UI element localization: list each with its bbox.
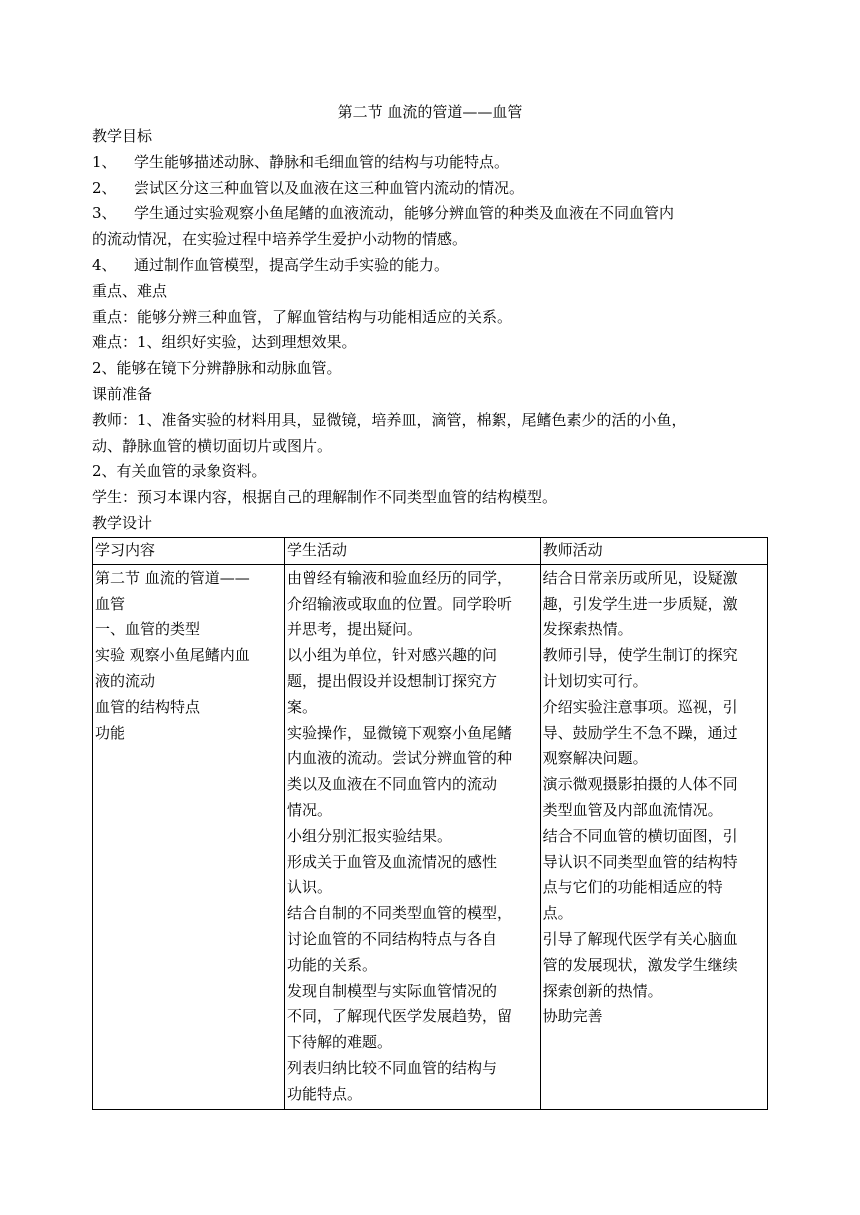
learning-content-line: 血管 [95,594,126,613]
student-activity-line: 由曾经有输液和验血经历的同学， [286,568,512,587]
teacher-activity-line: 协助完善 [542,1007,603,1026]
student-activity-line: 并思考，提出疑问。 [286,620,422,639]
teacher-prep-1-continued: 动、静脉血管的横切面切片或图片。 [92,436,333,455]
teacher-activity-line: 发探索热情。 [542,620,633,639]
objective-number: 2、 [92,178,117,197]
student-activity-line: 题，提出假设并设想制订探究方 [286,671,497,690]
student-activity-line: 发现自制模型与实际血管情况的 [286,981,497,1000]
teacher-prep-2: 2、有关血管的录象资料。 [92,462,267,481]
teacher-activity-line: 点与它们的功能相适应的特 [542,878,723,897]
student-prep: 学生：预习本课内容，根据自己的理解制作不同类型血管的结构模型。 [92,488,558,507]
objectives-heading: 教学目标 [92,127,153,145]
learning-content-line: 血管的结构特点 [95,697,201,716]
table-row [93,564,768,1109]
teacher-activity-line: 导、鼓励学生不急不躁，通过 [542,723,738,742]
learning-content-line: 第二节 血流的管道—— [95,568,250,587]
student-activity-line: 案。 [286,697,317,716]
teacher-activity-line: 结合日常亲历或所见，设疑激 [542,568,738,587]
objective-text: 尝试区分这三种血管以及血液在这三种血管内流动的情况。 [134,178,525,197]
learning-content-line: 一、血管的类型 [95,620,201,639]
objective-number: 4、 [92,255,117,274]
design-heading: 教学设计 [92,513,153,532]
objective-text: 学生通过实验观察小鱼尾鳍的血液流动，能够分辨血管的种类及血液在不同血管内 [134,204,675,223]
student-activity-line: 实验操作，显微镜下观察小鱼尾鳍 [286,723,512,742]
student-activity-cell [284,564,540,1109]
teacher-activity-line: 结合不同血管的横切面图，引 [542,826,738,845]
difficulty-2: 2、能够在镜下分辨静脉和动脉血管。 [92,359,342,378]
preparation-heading: 课前准备 [92,384,153,403]
key-point: 重点：能够分辨三种血管，了解血管结构与功能相适应的关系。 [92,307,513,326]
student-activity-line: 小组分别汇报实验结果。 [286,826,452,845]
document-body [92,124,768,537]
objective-text: 通过制作血管模型，提高学生动手实验的能力。 [134,255,450,274]
objective-text: 学生能够描述动脉、静脉和毛细血管的结构与功能特点。 [134,152,510,171]
student-activity-line: 功能特点。 [286,1084,362,1103]
teacher-prep-1: 教师：1、准备实验的材料用具，显微镜，培养皿，滴管，棉絮，尾鳍色素少的活的小鱼， [92,410,687,429]
learning-content-line: 实验 观察小鱼尾鳍内血 [95,646,250,665]
student-activity-line: 功能的关系。 [286,955,377,974]
header-learning-content: 学习内容 [93,538,285,565]
header-student-activity: 学生活动 [284,538,540,565]
teacher-activity-line: 引导了解现代医学有关心脑血 [542,929,738,948]
student-activity-line: 介绍输液或取血的位置。同学聆听 [286,594,512,613]
teacher-activity-line: 类型血管及内部血流情况。 [542,800,723,819]
student-activity-line: 列表归纳比较不同血管的结构与 [286,1058,497,1077]
student-activity-line: 以小组为单位，针对感兴趣的问 [286,646,497,665]
teacher-activity-line: 趣，引发学生进一步质疑，激 [542,594,738,613]
teacher-activity-line: 导认识不同类型血管的结构特 [542,852,738,871]
objective-item-3-continued: 的流动情况，在实验过程中培养学生爱护小动物的情感。 [92,230,468,249]
teacher-activity-line: 演示微观摄影拍摄的人体不同 [542,775,738,794]
student-activity-line: 不同，了解现代医学发展趋势，留 [286,1007,512,1026]
teaching-design-table [92,537,768,1110]
teacher-activity-line: 计划切实可行。 [542,671,648,690]
teacher-activity-line: 观察解决问题。 [542,749,648,768]
header-teacher-activity: 教师活动 [540,538,767,565]
objective-number: 3、 [92,204,117,223]
objective-item-1 [92,150,768,176]
student-activity-line: 下待解的难题。 [286,1033,392,1052]
student-activity-line: 内血液的流动。尝试分辨血管的种 [286,749,512,768]
objective-item-4 [92,253,768,279]
student-activity-line: 讨论血管的不同结构特点与各自 [286,929,497,948]
difficulty-1: 难点：1、组织好实验，达到理想效果。 [92,333,357,352]
objective-item-3 [92,201,768,227]
teacher-activity-cell [540,564,767,1109]
document-title: 第二节 血流的管道——血管 [337,103,523,121]
objective-item-2 [92,176,768,202]
teacher-activity-line: 介绍实验注意事项。巡视，引 [542,697,738,716]
student-activity-line: 类以及血液在不同血管内的流动 [286,775,497,794]
teacher-activity-line: 点。 [542,904,573,923]
student-activity-line: 情况。 [286,800,332,819]
teacher-activity-line: 教师引导，使学生制订的探究 [542,646,738,665]
student-activity-line: 认识。 [286,878,332,897]
table-header-row [93,538,768,565]
teacher-activity-line: 管的发展现状，激发学生继续 [542,955,738,974]
student-activity-line: 结合自制的不同类型血管的模型， [286,904,512,923]
learning-content-line: 功能 [95,723,126,742]
learning-content-line: 液的流动 [95,671,156,690]
teacher-activity-line: 探索创新的热情。 [542,981,663,1000]
student-activity-line: 形成关于血管及血流情况的感性 [286,852,497,871]
key-points-heading: 重点、难点 [92,281,168,300]
objective-number: 1、 [92,152,117,171]
learning-content-cell [93,564,285,1109]
